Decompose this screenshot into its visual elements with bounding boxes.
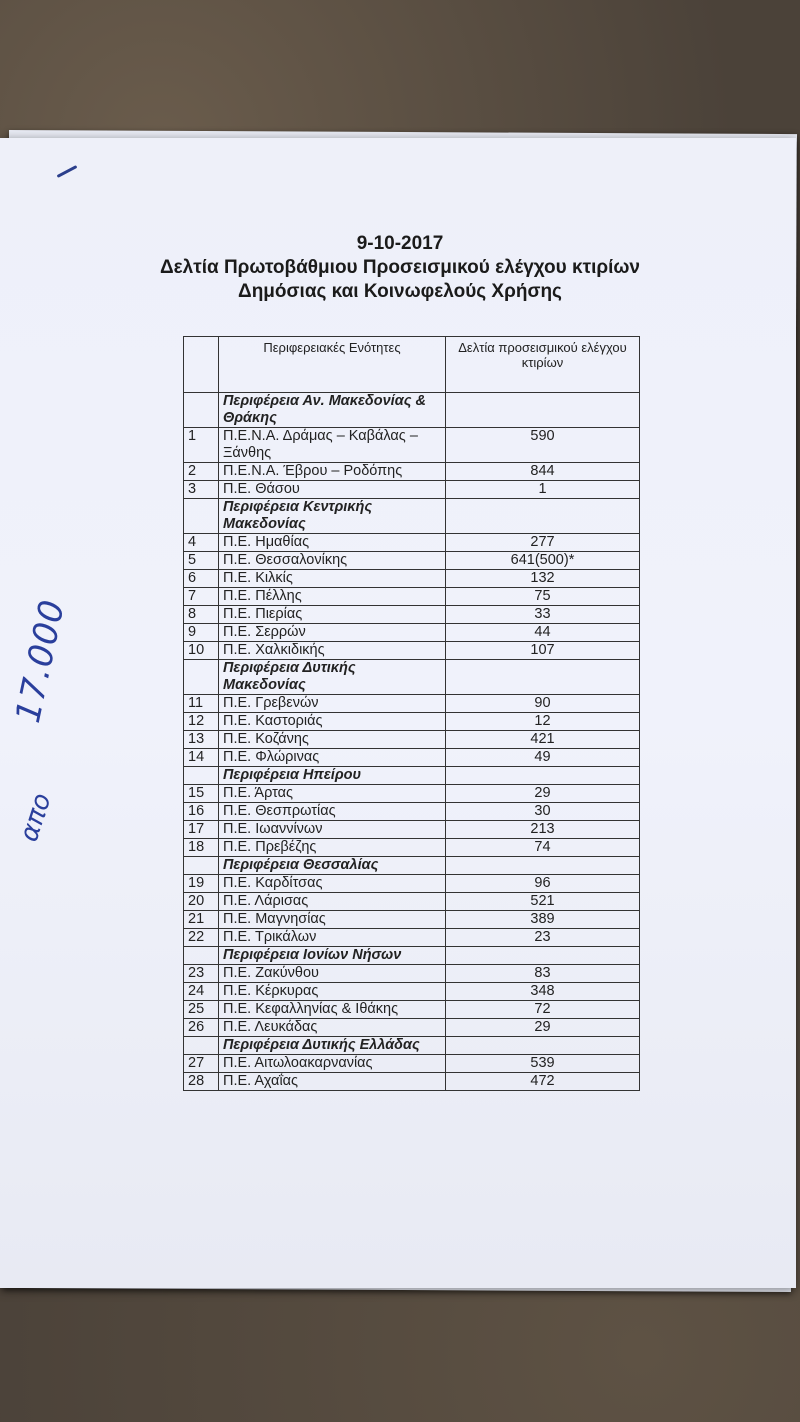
region-name: Περιφέρεια Αν. Μακεδονίας & Θράκης [219,393,446,428]
table-row [184,570,640,588]
region-row [184,767,640,785]
table-row [184,1073,640,1091]
unit-name: Π.Ε. Αιτωλοακαρνανίας [219,1055,446,1073]
region-value-cell [446,1037,640,1055]
table-row [184,911,640,929]
unit-name: Π.Ε. Άρτας [219,785,446,803]
table-row [184,606,640,624]
region-value-cell [446,767,640,785]
report-count: 23 [446,929,640,947]
table-row [184,642,640,660]
header-num-cell [184,337,219,393]
region-name: Περιφέρεια Δυτικής Ελλάδας [219,1037,446,1055]
report-count: 49 [446,749,640,767]
table-row [184,428,640,463]
unit-name: Π.Ε. Καρδίτσας [219,875,446,893]
region-name: Περιφέρεια Θεσσαλίας [219,857,446,875]
title-line-1: Δελτία Πρωτοβάθμιου Προσεισμικού ελέγχου κτιρίων [159,257,640,278]
unit-name: Π.Ε. Φλώρινας [219,749,446,767]
region-row [184,660,640,695]
region-row [184,947,640,965]
report-count: 132 [446,570,640,588]
row-number: 25 [184,1001,219,1019]
unit-name: Π.Ε.Ν.Α. Έβρου – Ροδόπης [219,463,446,481]
report-count: 72 [446,1001,640,1019]
report-count: 30 [446,803,640,821]
region-num-cell [184,660,219,695]
report-count: 472 [446,1073,640,1091]
table-row [184,695,640,713]
row-number: 11 [184,695,219,713]
table-row [184,821,640,839]
unit-name: Π.Ε. Κεφαλληνίας & Ιθάκης [219,1001,446,1019]
region-num-cell [184,393,219,428]
report-count: 29 [446,1019,640,1037]
region-row [184,499,640,534]
report-count: 348 [446,983,640,1001]
row-number: 12 [184,713,219,731]
inspection-table-body [184,337,640,1091]
report-count: 75 [446,588,640,606]
table-row [184,839,640,857]
table-row [184,1001,640,1019]
table-row [184,803,640,821]
report-count: 12 [446,713,640,731]
unit-name: Π.Ε. Πιερίας [219,606,446,624]
row-number: 13 [184,731,219,749]
report-count: 107 [446,642,640,660]
row-number: 28 [184,1073,219,1091]
region-name: Περιφέρεια Ηπείρου [219,767,446,785]
header-reports: Δελτία προσεισμικού ελέγχου κτιρίων [446,337,640,393]
table-row [184,731,640,749]
row-number: 23 [184,965,219,983]
unit-name: Π.Ε. Πέλλης [219,588,446,606]
unit-name: Π.Ε. Γρεβενών [219,695,446,713]
report-count: 83 [446,965,640,983]
table-row [184,965,640,983]
row-number: 22 [184,929,219,947]
report-count: 29 [446,785,640,803]
region-value-cell [446,947,640,965]
report-count: 277 [446,534,640,552]
unit-name: Π.Ε. Κέρκυρας [219,983,446,1001]
table-row [184,893,640,911]
region-num-cell [184,857,219,875]
inspection-table [183,336,640,1091]
table-row [184,624,640,642]
table-row [184,713,640,731]
table-row [184,929,640,947]
row-number: 10 [184,642,219,660]
report-count: 44 [446,624,640,642]
report-count: 90 [446,695,640,713]
unit-name: Π.Ε. Αχαΐας [219,1073,446,1091]
table-row [184,534,640,552]
handwritten-note: απο [14,789,58,846]
region-row [184,1037,640,1055]
row-number: 16 [184,803,219,821]
unit-name: Π.Ε. Λάρισας [219,893,446,911]
region-name: Περιφέρεια Κεντρικής Μακεδονίας [219,499,446,534]
table-row [184,463,640,481]
unit-name: Π.Ε. Καστοριάς [219,713,446,731]
report-count: 213 [446,821,640,839]
report-count: 641(500)* [446,552,640,570]
unit-name: Π.Ε. Λευκάδας [219,1019,446,1037]
unit-name: Π.Ε. Πρεβέζης [219,839,446,857]
report-count: 590 [446,428,640,463]
unit-name: Π.Ε. Χαλκιδικής [219,642,446,660]
row-number: 3 [184,481,219,499]
report-count: 96 [446,875,640,893]
region-name: Περιφέρεια Δυτικής Μακεδονίας [219,660,446,695]
report-count: 844 [446,463,640,481]
row-number: 5 [184,552,219,570]
row-number: 7 [184,588,219,606]
row-number: 6 [184,570,219,588]
report-count: 539 [446,1055,640,1073]
unit-name: Π.Ε. Θάσου [219,481,446,499]
table-row [184,552,640,570]
region-num-cell [184,767,219,785]
report-count: 521 [446,893,640,911]
region-name: Περιφέρεια Ιονίων Νήσων [219,947,446,965]
region-row [184,857,640,875]
table-row [184,1019,640,1037]
table-row [184,588,640,606]
document-date: 9-10-2017 [356,233,444,254]
region-num-cell [184,947,219,965]
row-number: 20 [184,893,219,911]
table-row [184,749,640,767]
handwritten-total: 17.000 [8,595,74,727]
unit-name: Π.Ε. Σερρών [219,624,446,642]
table-row [184,875,640,893]
table-header-row [184,337,640,393]
table-row [184,1055,640,1073]
row-number: 27 [184,1055,219,1073]
row-number: 24 [184,983,219,1001]
report-count: 421 [446,731,640,749]
row-number: 21 [184,911,219,929]
row-number: 1 [184,428,219,463]
table-row [184,785,640,803]
unit-name: Π.Ε. Θεσσαλονίκης [219,552,446,570]
unit-name: Π.Ε. Κιλκίς [219,570,446,588]
report-count: 74 [446,839,640,857]
row-number: 18 [184,839,219,857]
region-value-cell [446,660,640,695]
unit-name: Π.Ε. Ιωαννίνων [219,821,446,839]
report-count: 1 [446,481,640,499]
region-value-cell [446,499,640,534]
row-number: 15 [184,785,219,803]
region-row [184,393,640,428]
unit-name: Π.Ε. Κοζάνης [219,731,446,749]
unit-name: Π.Ε.Ν.Α. Δράμας – Καβάλας –Ξάνθης [219,428,446,463]
region-num-cell [184,499,219,534]
row-number: 4 [184,534,219,552]
header-units: Περιφερειακές Ενότητες [219,337,446,393]
row-number: 9 [184,624,219,642]
row-number: 2 [184,463,219,481]
unit-name: Π.Ε. Ημαθίας [219,534,446,552]
title-line-2: Δημόσιας και Κοινωφελούς Χρήσης [238,281,562,302]
row-number: 14 [184,749,219,767]
row-number: 19 [184,875,219,893]
unit-name: Π.Ε. Ζακύνθου [219,965,446,983]
report-count: 389 [446,911,640,929]
table-row [184,481,640,499]
unit-name: Π.Ε. Μαγνησίας [219,911,446,929]
unit-name: Π.Ε. Τρικάλων [219,929,446,947]
row-number: 17 [184,821,219,839]
document-title [100,232,700,304]
table-row [184,983,640,1001]
report-count: 33 [446,606,640,624]
row-number: 8 [184,606,219,624]
region-num-cell [184,1037,219,1055]
unit-name: Π.Ε. Θεσπρωτίας [219,803,446,821]
region-value-cell [446,857,640,875]
region-value-cell [446,393,640,428]
row-number: 26 [184,1019,219,1037]
